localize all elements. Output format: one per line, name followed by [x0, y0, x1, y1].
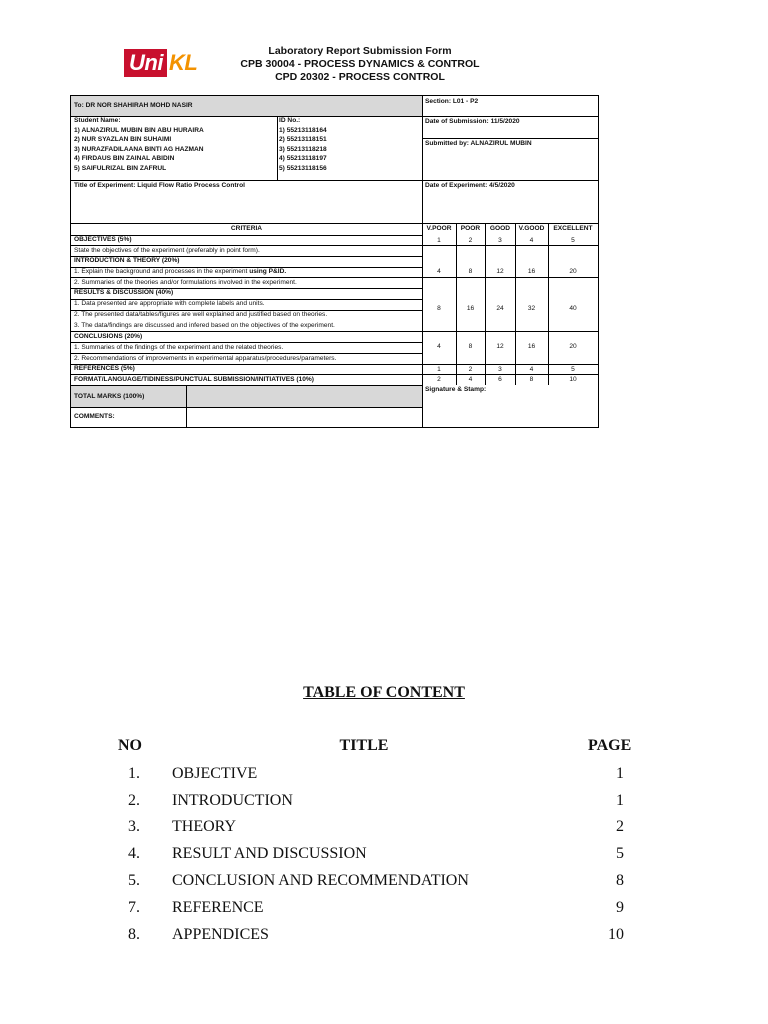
experiment-date: Date of Experiment: 4/5/2020 — [425, 182, 515, 189]
id-label: ID No.: — [279, 117, 301, 124]
score-format-excellent: 10 — [569, 376, 577, 383]
toc-entry-title: CONCLUSION AND RECOMMENDATION — [172, 872, 469, 889]
toc-entry-no: 2. — [128, 792, 140, 809]
criteria-results: RESULTS & DISCUSSION (40%) — [74, 289, 174, 296]
student-name-label: Student Name: — [74, 117, 121, 124]
score-conclusions-vgood: 16 — [527, 343, 536, 350]
score-results-vgood: 32 — [527, 305, 536, 312]
toc-entry-title: INTRODUCTION — [172, 792, 293, 809]
student-name-3: 3) NURAZFADILAANA BINTI AG HAZMAN — [74, 145, 204, 153]
toc-entry-no: 1. — [128, 765, 140, 782]
toc-entry-page: 2 — [616, 818, 624, 835]
toc-entry — [0, 872, 768, 899]
score-intro-excellent: 20 — [569, 268, 577, 275]
score-references-vgood: 4 — [529, 366, 534, 373]
score-conclusions-vpoor: 4 — [437, 343, 441, 350]
toc-entry-no: 8. — [128, 926, 140, 943]
score-conclusions-poor: 8 — [468, 343, 473, 350]
score-results-excellent: 40 — [569, 305, 577, 312]
score-objectives-good: 3 — [498, 237, 502, 244]
score-format-vgood: 8 — [529, 376, 534, 383]
criteria-conclusions-item-2: 2. Recommendations of improvements in experimental apparatus/procedures/parameters. — [74, 354, 337, 362]
student-id-1: 1) 55213118164 — [279, 127, 327, 134]
comments-label: COMMENTS: — [74, 413, 115, 420]
toc-entry — [0, 926, 768, 953]
toc-entry-title: OBJECTIVE — [172, 765, 258, 782]
toc-entry — [0, 899, 768, 926]
to-field: To: DR NOR SHAHIRAH MOHD NASIR — [74, 102, 193, 109]
score-header-poor: POOR — [460, 225, 481, 232]
student-name-5: 5) SAIFULRIZAL BIN ZAFRUL — [74, 164, 167, 172]
score-intro-vpoor: 4 — [437, 268, 441, 275]
toc-header-no: NO — [118, 737, 142, 754]
criteria-introduction-item-1 — [74, 267, 420, 276]
criteria-format: FORMAT/LANGUAGE/TIDINESS/PUNCTUAL SUBMISSION/INITIATIVES (10%) — [74, 375, 314, 383]
toc-entry-no: 5. — [128, 872, 140, 889]
toc-entry-no: 7. — [128, 899, 140, 916]
score-references-vpoor: 1 — [437, 366, 441, 373]
score-results-vpoor: 8 — [437, 305, 441, 312]
score-format-vpoor: 2 — [437, 376, 441, 383]
submission-form — [70, 95, 599, 428]
criteria-objectives-item: State the objectives of the experiment (preferably in point form). — [74, 246, 260, 254]
criteria-conclusions-item-1: 1. Summaries of the findings of the experiment and the related theories. — [74, 343, 284, 351]
score-intro-poor: 8 — [468, 268, 473, 275]
criteria-introduction-item-2: 2. Summaries of the theories and/or formulations involved in the experiment. — [74, 278, 297, 286]
toc-entry-page: 1 — [616, 792, 624, 809]
toc-title: TABLE OF CONTENT — [303, 684, 465, 701]
toc-entry — [0, 765, 768, 792]
score-conclusions-excellent: 20 — [569, 343, 577, 350]
student-id-2: 2) 55213118151 — [279, 136, 327, 144]
date-of-submission: Date of Submission: 11/5/2020 — [425, 118, 520, 125]
toc-entry — [0, 818, 768, 845]
criteria-introduction: INTRODUCTION & THEORY (20%) — [74, 257, 180, 264]
unikl-logo — [124, 48, 197, 78]
toc-entry-page: 10 — [608, 926, 624, 943]
toc-entry-page: 5 — [616, 845, 624, 862]
course-line-1: CPB 30004 - PROCESS DYNAMICS & CONTROL — [240, 58, 480, 70]
form-header — [230, 45, 490, 84]
student-id-5: 5) 55213118156 — [279, 164, 327, 172]
student-name-2: 2) NUR SYAZLAN BIN SUHAIMI — [74, 136, 172, 144]
score-header-vpoor: V.POOR — [426, 225, 452, 232]
logo-uni: Uni — [124, 49, 167, 77]
experiment-title: Title of Experiment: Liquid Flow Ratio Process Control — [74, 182, 245, 189]
toc-entry-title: APPENDICES — [172, 926, 269, 943]
criteria-conclusions: CONCLUSIONS (20%) — [74, 332, 143, 340]
total-value-shading — [186, 385, 422, 407]
score-references-excellent: 5 — [571, 366, 575, 373]
score-header-good: GOOD — [489, 225, 511, 232]
criteria-references: REFERENCES (5%) — [74, 365, 135, 372]
score-objectives-excellent: 5 — [571, 237, 575, 244]
toc-entry-page: 9 — [616, 899, 624, 916]
criteria-results-item-3: 3. The data/findings are discussed and infered based on the objectives of the experiment. — [74, 321, 335, 329]
criteria-header: CRITERIA — [230, 225, 263, 232]
student-id-4: 4) 55213118197 — [279, 155, 327, 163]
form-title: Laboratory Report Submission Form — [268, 45, 452, 57]
toc-entry-no: 4. — [128, 845, 140, 862]
logo-kl: KL — [168, 50, 198, 75]
submitted-by: Submitted by: ALNAZIRUL MUBIN — [425, 140, 532, 147]
toc-entry — [0, 845, 768, 872]
toc-entry-title: RESULT AND DISCUSSION — [172, 845, 367, 862]
toc-entry-title: REFERENCE — [172, 899, 264, 916]
score-references-poor: 2 — [468, 366, 473, 373]
student-name-4: 4) FIRDAUS BIN ZAINAL ABIDIN — [74, 155, 175, 163]
criteria-results-item-1: 1. Data presented are appropriate with complete labels and units. — [74, 300, 265, 307]
intro-item-1-bold: using P&ID. — [249, 268, 287, 275]
score-header-vgood: V.GOOD — [518, 225, 545, 232]
score-intro-good: 12 — [496, 268, 504, 275]
score-format-good: 6 — [498, 376, 502, 383]
toc-entry-page: 1 — [616, 765, 624, 782]
signature-stamp-label: Signature & Stamp: — [425, 386, 487, 393]
toc-header-title: TITLE — [339, 737, 389, 754]
score-intro-vgood: 16 — [527, 268, 536, 275]
score-references-good: 3 — [498, 366, 502, 373]
criteria-objectives: OBJECTIVES (5%) — [74, 236, 132, 243]
intro-item-1-text: 1. Explain the background and processes in the experiment — [74, 268, 250, 275]
toc-entry-no: 3. — [128, 818, 140, 835]
student-name-1: 1) ALNAZIRUL MUBIN BIN ABU HURAIRA — [74, 127, 204, 134]
score-format-poor: 4 — [468, 376, 473, 383]
score-header-excellent: EXCELLENT — [553, 225, 593, 232]
toc-entry — [0, 792, 768, 819]
section-field: Section: L01 - P2 — [425, 98, 479, 105]
score-conclusions-good: 12 — [496, 343, 504, 350]
score-results-good: 24 — [496, 305, 504, 312]
toc-entry-page: 8 — [616, 872, 624, 889]
toc-entry-title: THEORY — [172, 818, 236, 835]
score-objectives-poor: 2 — [468, 237, 473, 244]
toc-header-page: PAGE — [588, 737, 632, 754]
course-line-2: CPD 20302 - PROCESS CONTROL — [275, 71, 445, 83]
score-objectives-vpoor: 1 — [437, 237, 441, 244]
score-objectives-vgood: 4 — [529, 237, 534, 244]
criteria-results-item-2: 2. The presented data/tables/figures are well explained and justified based on theories. — [74, 311, 328, 318]
student-id-3: 3) 55213118218 — [279, 145, 327, 153]
score-results-poor: 16 — [466, 305, 475, 312]
total-marks-label: TOTAL MARKS (100%) — [74, 393, 145, 400]
